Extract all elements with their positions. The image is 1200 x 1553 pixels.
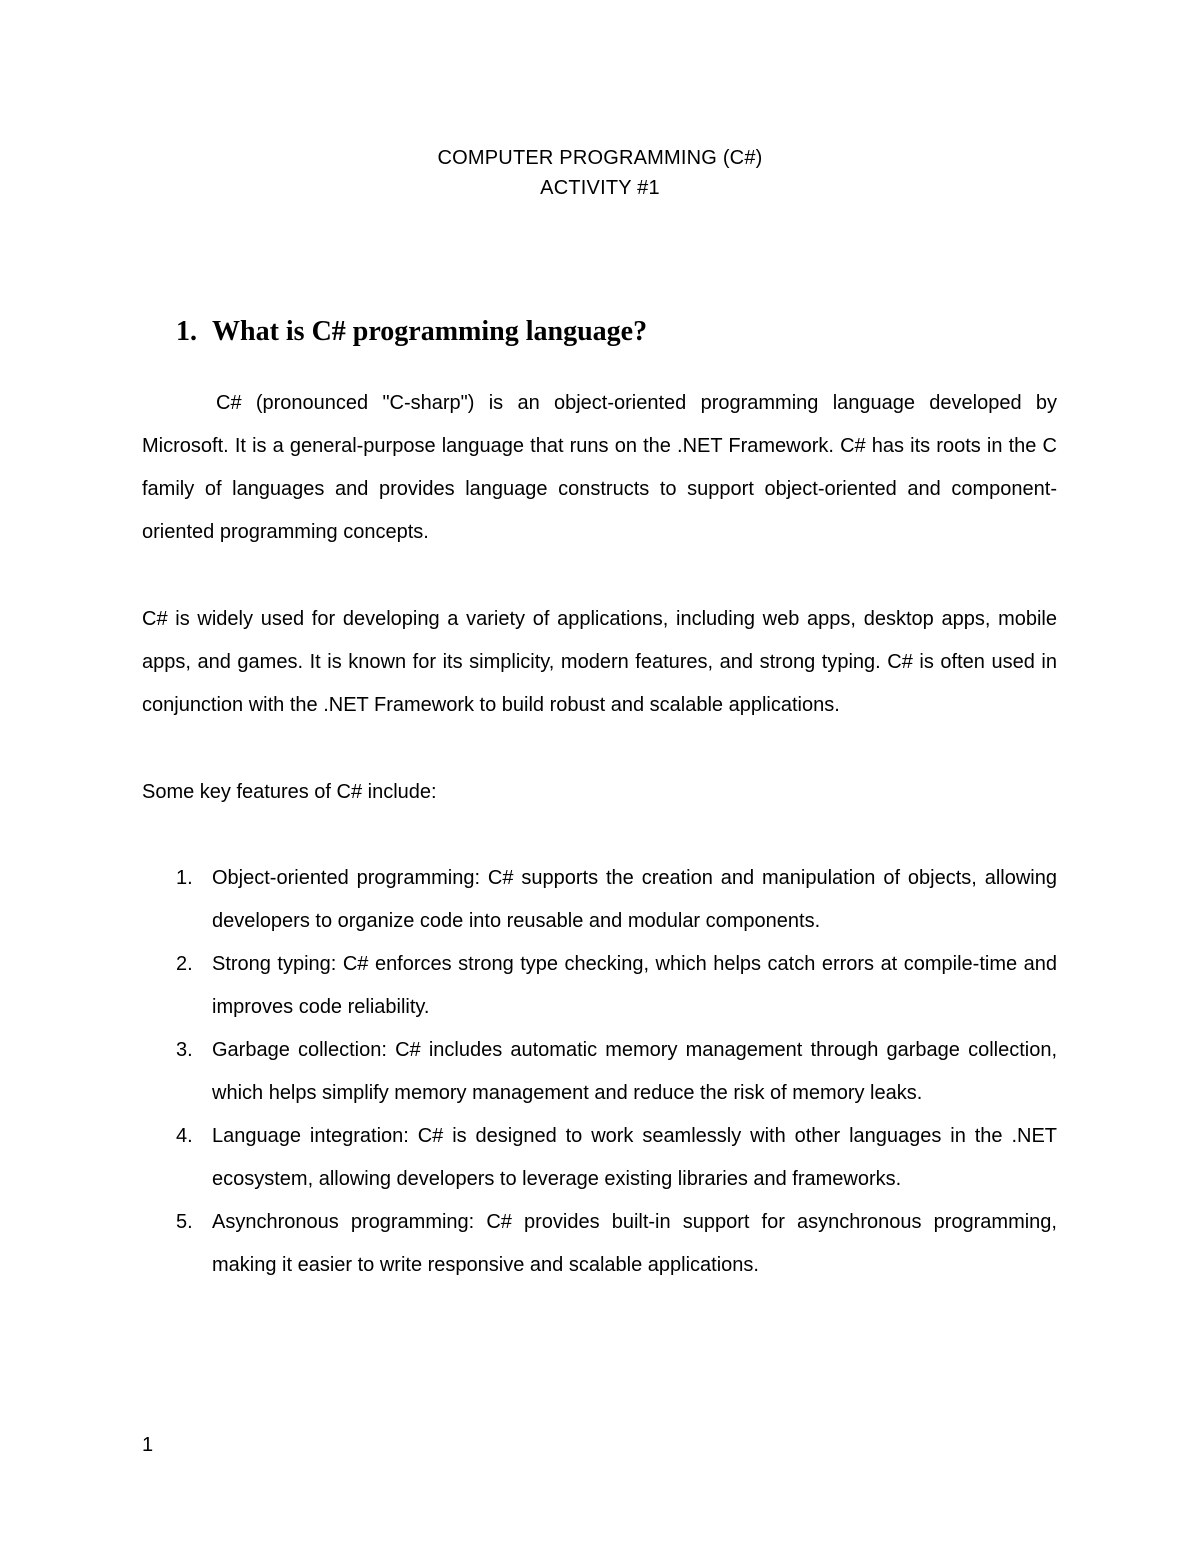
list-item-number: 3. [176,1039,193,1061]
list-item [142,1201,1057,1287]
title-block [0,143,1200,203]
list-item [142,1029,1057,1115]
document-subtitle: ACTIVITY #1 [540,177,660,199]
question-heading [176,312,1056,352]
paragraph-usage: C# is widely used for developing a variety of applications, including web apps, desktop apps, mobile apps, and games. It is known for its simplicity, modern features, and strong typing. C# is often used in conjunction with the .NET Framework to build robust and scalable applications. [142,608,1057,716]
list-item [142,857,1057,943]
list-item [142,1115,1057,1201]
list-item-number: 2. [176,953,193,975]
list-item-number: 4. [176,1125,193,1147]
page-number: 1 [142,1434,154,1456]
paragraph-intro: C# (pronounced "C-sharp") is an object-oriented programming language developed by Microsoft. It is a general-purpose language that runs on the .NET Framework. C# has its roots in the C family of languages and provides language constructs to support object-oriented and component-oriented programming concepts. [142,392,1057,543]
list-item-number: 1. [176,867,193,889]
paragraph-features-lead: Some key features of C# include: [142,781,437,803]
list-item-text: Garbage collection: C# includes automatic memory management through garbage collection, which helps simplify memory management and reduce the risk of memory leaks. [212,1039,1057,1104]
list-item-text: Language integration: C# is designed to work seamlessly with other languages in the .NET ecosystem, allowing developers to leverage existing libraries and frameworks. [212,1125,1057,1190]
list-item-text: Strong typing: C# enforces strong type checking, which helps catch errors at compile-time and improves code reliability. [212,953,1057,1018]
list-item-text: Object-oriented programming: C# supports the creation and manipulation of objects, allowing developers to organize code into reusable and modular components. [212,867,1057,932]
list-item [142,943,1057,1029]
list-item-text: Asynchronous programming: C# provides built-in support for asynchronous programming, making it easier to write responsive and scalable applications. [212,1211,1057,1276]
list-item-number: 5. [176,1211,193,1233]
question-text: What is C# programming language? [212,316,648,347]
features-list [142,857,1057,1287]
document-title: COMPUTER PROGRAMMING (C#) [437,147,763,169]
question-number: 1. [176,316,197,347]
